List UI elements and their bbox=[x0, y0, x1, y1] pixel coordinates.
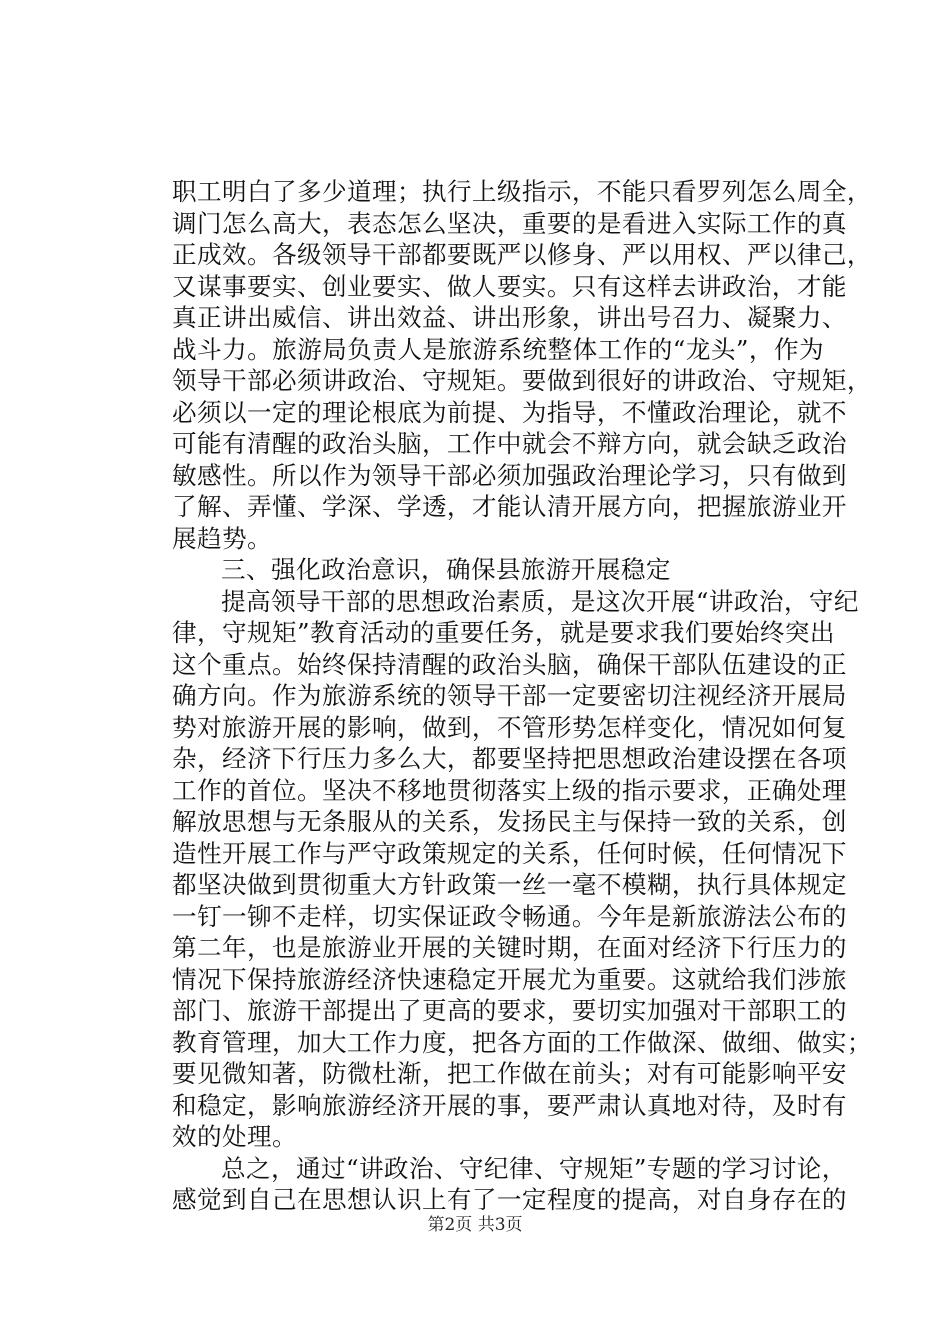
text-line: 造性开展工作与严守政策规定的关系，任何时候，任何情况下 bbox=[172, 838, 847, 868]
text-line: 敏感性。所以作为领导干部必须加强政治理论学习，只有做到 bbox=[172, 460, 847, 490]
text-line: 解放思想与无条服从的关系，发扬民主与保持一致的关系，创 bbox=[172, 807, 847, 836]
text-line: 教育管理，加大工作力度，把各方面的工作做深、做细、做实； bbox=[172, 1027, 872, 1057]
text-line: 这个重点。始终保持清醒的政治头脑，确保干部队伍建设的正 bbox=[172, 649, 847, 679]
text-line: 都坚决做到贯彻重大方针政策一丝一毫不模糊，执行具体规定 bbox=[172, 870, 847, 899]
text-line: 展趋势。 bbox=[172, 523, 272, 553]
text-line: 正成效。各级领导干部都要既严以修身、严以用权、严以律己， bbox=[172, 240, 872, 269]
text-line: 效的处理。 bbox=[172, 1122, 297, 1151]
text-line: 战斗力。旅游局负责人是旅游系统整体工作的“龙头”，作为 bbox=[172, 334, 824, 364]
text-line: 确方向。作为旅游系统的领导干部一定要密切注视经济开展局 bbox=[172, 681, 847, 710]
text-line: 总之，通过“讲政治、守纪律、守规矩”专题的学习讨论， bbox=[221, 1153, 847, 1183]
text-line: 调门怎么高大，表态怎么坚决，重要的是看进入实际工作的真 bbox=[172, 208, 847, 238]
text-line: 职工明白了多少道理；执行上级指示，不能只看罗列怎么周全， bbox=[172, 177, 872, 206]
text-line: 和稳定，影响旅游经济开展的事，要严肃认真地对待，及时有 bbox=[172, 1090, 847, 1120]
section-heading: 三、强化政治意识，确保县旅游开展稳定 bbox=[221, 555, 671, 584]
text-line: 必须以一定的理论根底为前提、为指导，不懂政治理论，就不 bbox=[172, 397, 847, 427]
page-number-footer: 第2页 共3页 bbox=[427, 1215, 523, 1235]
text-line: 感觉到自己在思想认识上有了一定程度的提高，对自身存在的 bbox=[172, 1185, 847, 1214]
text-line: 真正讲出威信、讲出效益、讲出形象，讲出号召力、凝聚力、 bbox=[172, 303, 847, 332]
text-line: 杂，经济下行压力多么大，都要坚持把思想政治建设摆在各项 bbox=[172, 744, 847, 773]
paragraph-3 bbox=[172, 1153, 847, 1216]
text-line: 了解、弄懂、学深、学透，才能认清开展方向，把握旅游业开 bbox=[172, 492, 847, 521]
text-line: 势对旅游开展的影响，做到，不管形势怎样变化，情况如何复 bbox=[172, 712, 847, 742]
document-body bbox=[172, 176, 872, 1216]
text-line: 提高领导干部的思想政治素质，是这次开展“讲政治，守纪 bbox=[221, 586, 859, 616]
paragraph-1 bbox=[172, 176, 872, 554]
text-line: 又谋事要实、创业要实、做人要实。只有这样去讲政治，才能 bbox=[172, 271, 847, 301]
text-line: 律，守规矩”教育活动的重要任务，就是要求我们要始终突出 bbox=[172, 618, 835, 647]
text-line: 一钉一铆不走样，切实保证政令畅通。今年是新旅游法公布的 bbox=[172, 901, 847, 931]
text-line: 工作的首位。坚决不移地贯彻落实上级的指示要求，正确处理 bbox=[172, 775, 847, 805]
text-line: 要见微知著，防微杜渐，把工作做在前头；对有可能影响平安 bbox=[172, 1059, 847, 1088]
paragraph-2 bbox=[172, 586, 872, 1153]
text-line: 可能有清醒的政治头脑，工作中就会不辩方向，就会缺乏政治 bbox=[172, 429, 847, 458]
text-line: 第二年，也是旅游业开展的关键时期，在面对经济下行压力的 bbox=[172, 933, 847, 962]
text-line: 部门、旅游干部提出了更高的要求，要切实加强对干部职工的 bbox=[172, 996, 847, 1025]
text-line: 领导干部必须讲政治、守规矩。要做到很好的讲政治、守规矩， bbox=[172, 366, 872, 395]
text-line: 情况下保持旅游经济快速稳定开展尤为重要。这就给我们涉旅 bbox=[172, 964, 847, 994]
